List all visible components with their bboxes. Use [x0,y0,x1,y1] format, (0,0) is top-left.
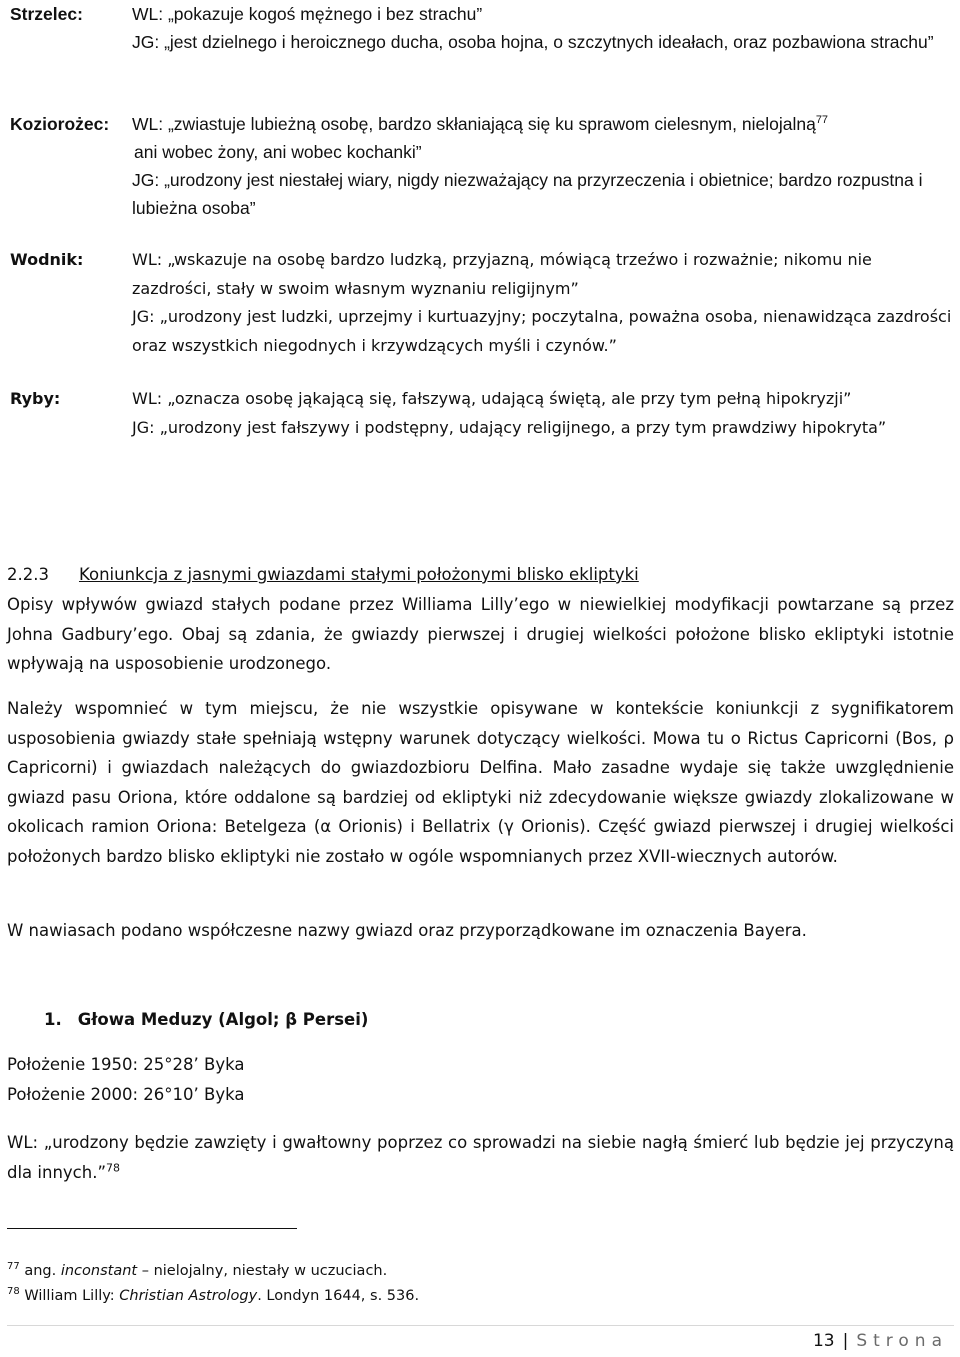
jg-description: JG: „jest dzielnego i heroicznego ducha, osoba hojna, o szczytnych ideałach, oraz pozbawiona strachu” [132,32,934,52]
sign-entry-ryby [10,385,956,442]
sign-description [132,385,956,442]
sign-name: Wodnik: [10,250,84,269]
footnote-prefix: William Lilly: [24,1288,120,1304]
paragraph: Należy wspomnieć w tym miejscu, że nie wszystkie opisywane w kontekście koniunkcji z sygnifikatorem usposobienia gwiazdy stałe spełniają wstępny warunek dotyczący wielkości. Mowa tu o Rictus Capricorni (Bos, ρ Capricorni) i gwiazdach należących do gwiazdozbioru Delfina. Mało zasadne wydaje się także uwzględnienie gwiazd pasu Oriona, które oddalone są bardziej od ekliptyki niż zdecydowanie większe gwiazdy zlokalizowane w okolicach ramion Oriona: Betelgeza (α Orionis) i Bellatrix (γ Orionis). Część gwiazd pierwszej i drugiej wielkości położonych bardzo blisko ekliptyki nie zostało w ogóle wspomnianych przez XVII-wiecznych autorów. [7,699,954,866]
sign-name: Ryby: [10,389,61,408]
paragraph: Opisy wpływów gwiazd stałych podane przez Williama Lilly’ego w niewielkiej modyfikacji powtarzane są przez Johna Gadbury’ego. Obaj są zdania, że gwiazdy pierwszej i drugiej wielkości położone blisko ekliptyki istotnie wpływają na usposobienie urodzonego. [7,595,954,673]
star-position-2000: Położenie 2000: 26°10’ Byka [7,1085,245,1104]
sign-description [132,0,956,56]
sign-name: Koziorożec: [10,114,110,134]
star-description [7,1128,954,1187]
footnote-suffix: . Londyn 1644, s. 536. [257,1288,420,1304]
footnote-italic: inconstant [60,1263,138,1279]
footer-word: Strona [856,1331,948,1351]
star-heading [44,1010,368,1029]
footnote-separator [7,1228,297,1229]
footnote-ref: 78 [106,1161,120,1174]
page-number: 13 [812,1331,835,1351]
sign-entry-koziorozec [10,110,956,222]
wl-description [132,110,956,138]
footnote-number: 78 [7,1286,20,1298]
sign-entry-strzelec [10,0,956,56]
footer-rule [7,1325,954,1326]
star-position-1950: Położenie 1950: 25°28’ Byka [7,1055,245,1074]
section-number: 2.2.3 [7,565,49,584]
sign-name: Strzelec: [10,4,83,24]
star-title: Głowa Meduzy (Algol; β Persei) [77,1010,369,1029]
footer-separator: | [842,1331,849,1351]
footnote-prefix: ang. [24,1263,61,1279]
wl-description: WL: „pokazuje kogoś mężnego i bez strachu” [132,4,483,24]
paragraph: W nawiasach podano współczesne nazwy gwiazd oraz przyporządkowane im oznaczenia Bayera. [7,921,807,940]
footnote-78 [7,1288,419,1304]
wl-description: WL: „oznacza osobę jąkającą się, fałszywą, udającą świętą, ale przy tym pełną hipokryzji” [132,389,852,408]
page-footer [813,1331,948,1351]
sign-description [132,110,956,222]
section-heading [7,565,639,584]
footnote-suffix: – nielojalny, niestały w uczuciach. [137,1263,388,1279]
footnote-ref: 77 [815,114,829,127]
footnote-italic: Christian Astrology [119,1288,258,1304]
star-description-text: WL: „urodzony będzie zawzięty i gwałtowny poprzez co sprowadzi na siebie nagłą śmierć lub będzie jej przyczyną dla innych.” [7,1133,954,1182]
footnote-number: 77 [7,1261,20,1273]
section-title: Koniunkcja z jasnymi gwiazdami stałymi położonymi blisko ekliptyki [78,565,639,584]
jg-description: JG: „urodzony jest niestałej wiary, nigdy niezważający na przyrzeczenia i obietnice; bardzo rozpustna i lubieżna osoba” [132,170,923,218]
jg-description: JG: „urodzony jest ludzki, uprzejmy i kurtuazyjny; poczytalna, poważna osoba, nienawidząca zazdrości oraz wszystkich niegodnych i krzywdzących myśli i czynów.” [132,307,952,355]
wl-continuation: ani wobec żony, ani wobec kochanki” [134,142,422,162]
wl-description: WL: „wskazuje na osobę bardzo ludzką, przyjazną, mówiącą trzeźwo i rozważnie; nikomu nie zazdrości, stały w swoim własnym wyznaniu religijnym” [132,250,872,298]
jg-description: JG: „urodzony jest fałszywy i podstępny, udający religijnego, a przy tym prawdziwy hipokryta” [132,417,887,437]
footnote-77 [7,1263,387,1279]
star-number: 1. [44,1010,62,1029]
sign-description [132,246,956,360]
sign-entry-wodnik [10,246,956,360]
wl-text: WL: „zwiastuje lubieżną osobę, bardzo skłaniającą się ku sprawom cielesnym, nielojalną [132,114,816,134]
